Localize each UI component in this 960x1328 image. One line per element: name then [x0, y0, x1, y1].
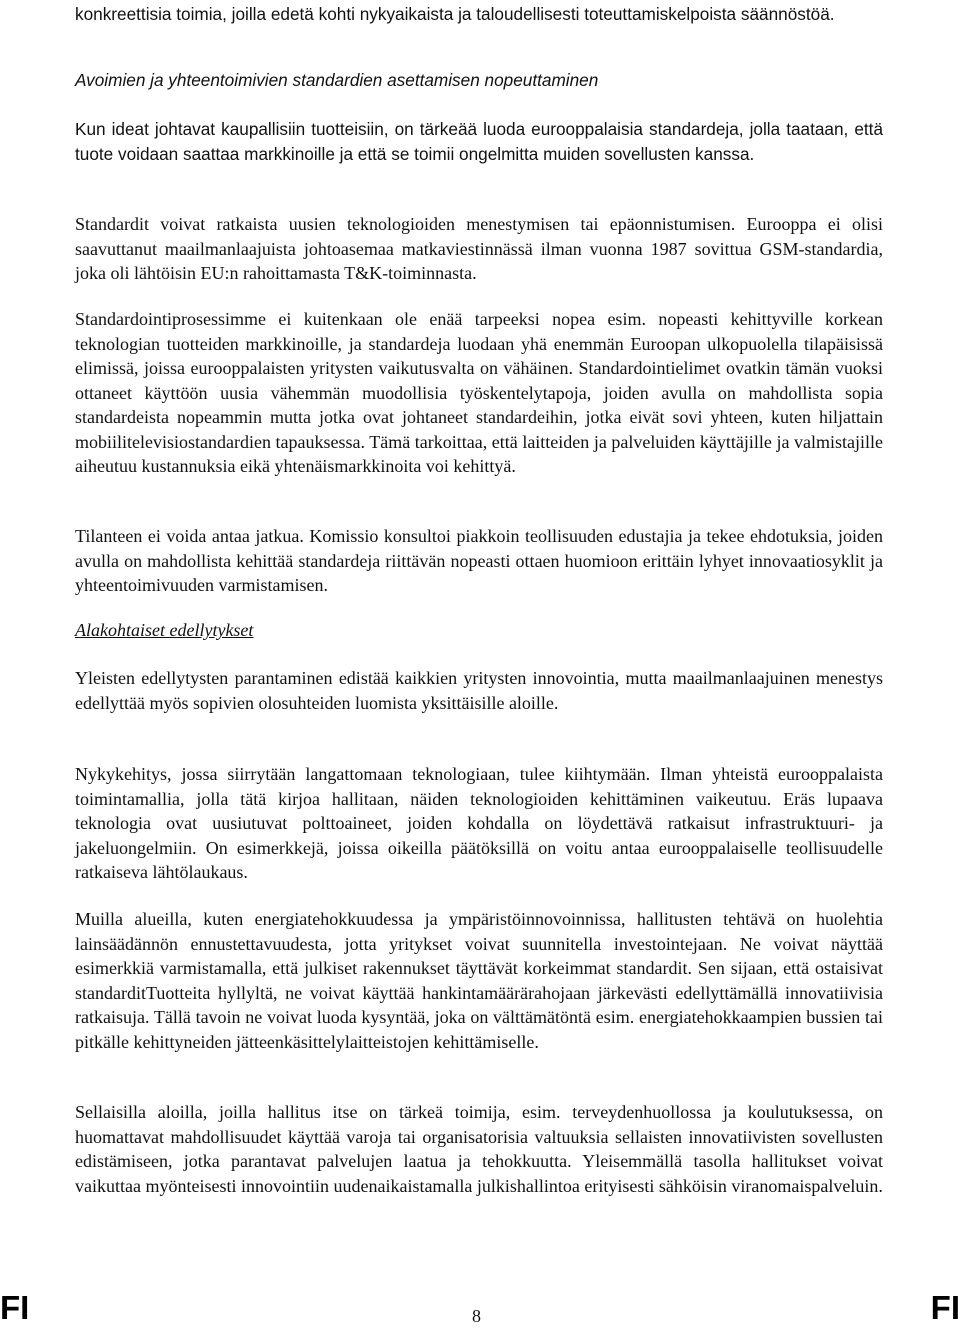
paragraph-general-conditions: Yleisten edellytysten parantaminen edistää kaikkien yritysten innovointia, mutta maailmanlaajuinen menestys edellyttää myös sopivien olosuhteiden luomista yksittäisille aloille.	[75, 668, 883, 713]
paragraph-standards-intro: Kun ideat johtavat kaupallisiin tuotteisiin, on tärkeää luoda eurooppalaisia standardeja, jolla taataan, että tuote voidaan saattaa markkinoille ja että se toimii ongelmitta muiden sovellusten kanssa.	[75, 119, 883, 164]
section-heading-sectoral: Alakohtaiset edellytykset	[75, 620, 254, 640]
paragraph-situation: Tilanteen ei voida antaa jatkua. Komissio konsultoi piakkoin teollisuuden edustajia ja tekee ehdotuksia, joiden avulla on mahdollista kehittää standardeja riittävän nopeasti ottaen huomioon erittäin lyhyet innovaatiosyklit ja yhteentoimivuuden varmistamisen.	[75, 526, 883, 595]
footer-language-right: FI	[930, 1289, 960, 1326]
paragraph-wireless: Nykykehitys, jossa siirrytään langattomaan teknologiaan, tulee kiihtymään. Ilman yhteistä eurooppalaista toimintamallia, jolla tätä kirjoa hallitaan, näiden teknologioiden kehittäminen vaikeutuu. Eräs lupaava teknologia ovat uusiutuvat polttoaineet, joiden kohdalla on löydettävä ratkaisut infrastruktuuri- ja jakeluongelmiin. On esimerkkejä, joissa oikeilla päätöksillä on voitu antaa eurooppalaiselle teollisuudelle ratkaiseva lähtölaukaus.	[75, 764, 883, 882]
paragraph-energy-efficiency: Muilla alueilla, kuten energiatehokkuudessa ja ympäristöinnovoinnissa, hallitusten tehtävä on huolehtia lainsäädännön ennustettavuudesta, jotta yritykset voivat suunnitella investointejaan. Ne voivat näyttää esimerkkiä varmistamalla, että julkiset rakennukset täyttävät korkeimmat standardit. Sen sijaan, että ostaisivat standarditTuotteita hyllyltä, ne voivat käyttää hankintamäärärahojaan järkevästi edellyttämällä innovatiivisia ratkaisuja. Tällä tavoin ne voivat luoda kysyntää, joka on välttämätöntä esim. energiatehokkaampien bussien tai pitkälle kehittyneiden jätteenkäsittelylaitteistojen kehittämiselle.	[75, 909, 883, 1052]
footer-page-number: 8	[472, 1306, 481, 1326]
section-title-standards: Avoimien ja yhteentoimivien standardien asettamisen nopeuttaminen	[75, 70, 599, 90]
footer-language-left: FI	[0, 1289, 30, 1326]
paragraph-standards-success: Standardit voivat ratkaista uusien teknologioiden menestymisen tai epäonnistumisen. Eurooppa ei olisi saavuttanut maailmanlaajuista johtoasemaa matkaviestinnässä ilman vuonna 1987 sovittua GSM-standardia, joka oli lähtöisin EU:n rahoittamasta T&K-toiminnasta.	[75, 214, 883, 283]
paragraph-public-sector: Sellaisilla aloilla, joilla hallitus itse on tärkeä toimija, esim. terveydenhuollossa ja koulutuksessa, on huomattavat mahdollisuudet käyttää varoja tai organisatorisia valtuuksia sellaisten innovatiivisten sovellusten edistämiseen, jotka parantavat palvelujen laatua ja tehokkuutta. Yleisemmällä tasolla hallitukset voivat vaikuttaa myönteisesti innovointiin uudenaikaistamalla julkishallintoa erityisesti sähköisin viranomaispalveluin.	[75, 1102, 883, 1196]
paragraph-intro-continuation: konkreettisia toimia, joilla edetä kohti nykyaikaista ja taloudellisesti toteuttamiskelpoista säännöstöä.	[75, 4, 835, 24]
paragraph-standardisation-process: Standardointiprosessimme ei kuitenkaan ole enää tarpeeksi nopea esim. nopeasti kehittyville korkean teknologian tuotteiden markkinoille, ja standardeja luodaan yhä enemmän Euroopan ulkopuolella tilapäisissä elimissä, joissa eurooppalaisten yritysten vaikutusvalta on vähäinen. Standardointielimet ovatkin tämän vuoksi ottaneet käyttöön uusia vähemmän muodollisia työskentelytapoja, joiden avulla on mahdollista sopia standardeista nopeammin mutta jotka ovat johtaneet standardeihin, jotka eivät sovi yhteen, kuten hiljattain mobiilitelevisiostandardien tapauksessa. Tämä tarkoittaa, että laitteiden ja palveluiden käyttäjille ja valmistajille aiheutuu kustannuksia eikä yhtenäismarkkinoita voi kehittyä.	[75, 309, 883, 476]
